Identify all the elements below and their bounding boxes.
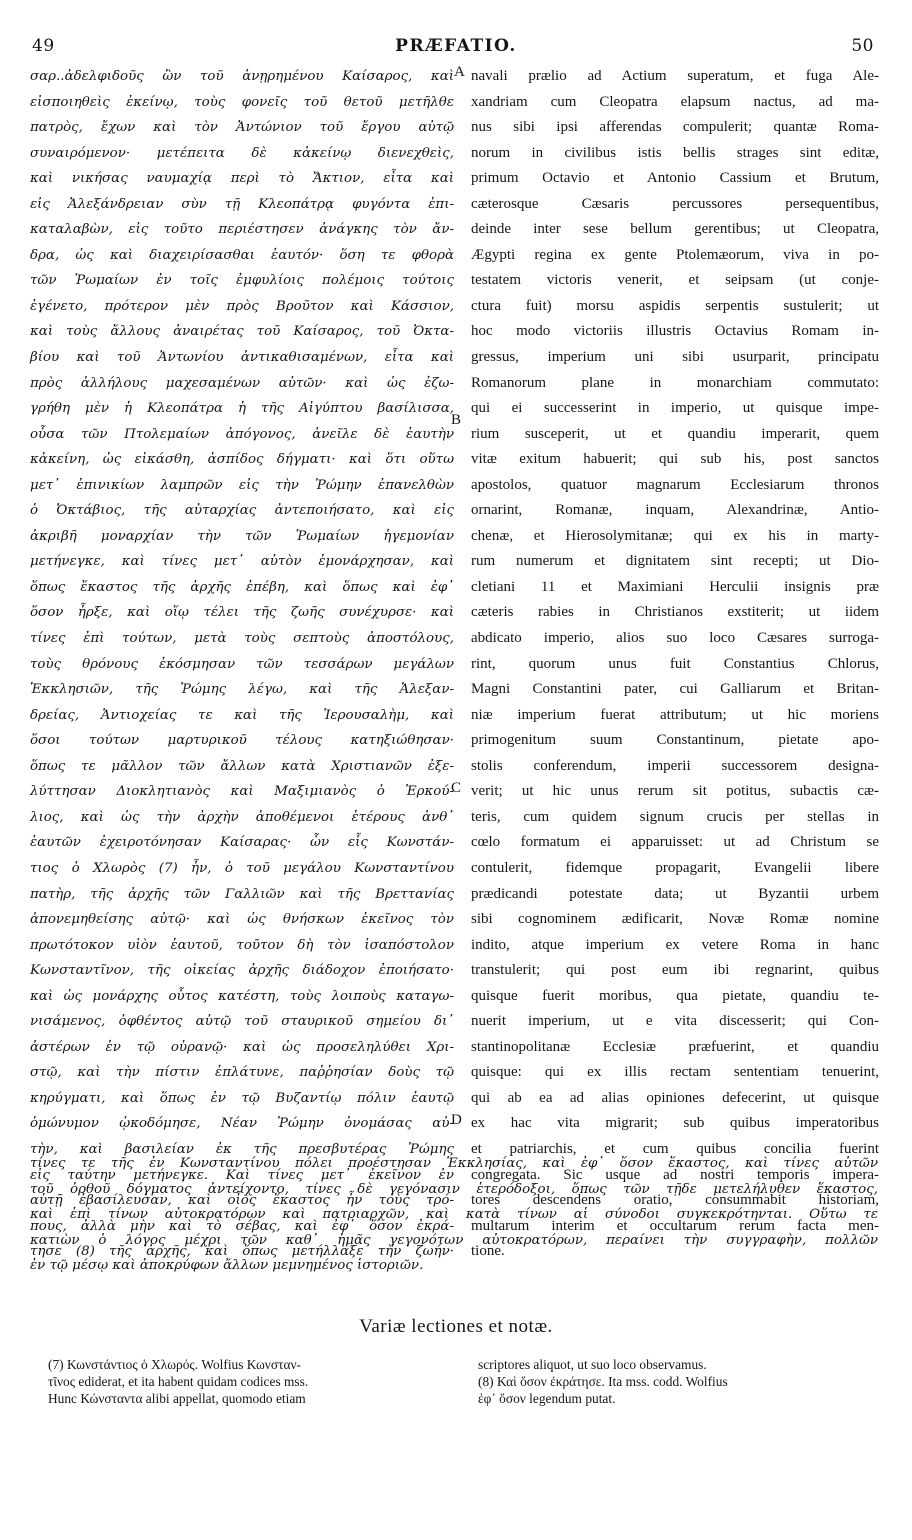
greek-text-line: εἰσποιηθεὶς ἐκείνῳ, τοὺς φονεῖς τοῦ θετοῦ μετῆλθε xyxy=(30,94,454,110)
latin-text-line: multarum interim et occultarum rerum facta men- xyxy=(471,1217,879,1234)
greek-text-full-width xyxy=(30,1151,878,1279)
latin-text-line: stantinopolitanæ Ecclesiæ præfuerint, et quandiu xyxy=(471,1038,879,1055)
latin-text-line: indito, atque imperium ex vetere Roma in hanc xyxy=(471,936,879,953)
greek-text-line: συναιρόμενον· μετέπειτα δὲ κἀκείνῳ διενεχθεὶς, xyxy=(30,145,454,161)
latin-text-line: cœlo formatum ei apparuisset: ut ad Christum se xyxy=(471,834,879,851)
latin-text-line: sibi cognominem ædificarit, Novæ Romæ nomine xyxy=(471,911,879,928)
latin-text-line: primum Octavio et Antonio Cassium et Brutum, xyxy=(471,170,879,187)
latin-text-line: hoc modo victoriis illustris Octavius Romam in- xyxy=(471,323,879,340)
latin-text-line: Magni Constantini pater, cui Galliarum et Britan- xyxy=(471,681,879,698)
latin-text-line: norum in civilibus istis bellis strages sint editæ, xyxy=(471,144,879,161)
greek-text-line: βίου καὶ τοῦ Ἀντωνίου ἀντικαθισαμένων, εἶτα καὶ xyxy=(30,350,454,366)
greek-wide-text-line: κατιὼν ὁ λόγος μέχρι τῶν καθ᾽ ἡμᾶς γεγονότων αὐτοκρατόρων, περαίνει τὴν συγγραφὴν, πολλῶν xyxy=(30,1232,878,1248)
greek-text-line: τιος ὁ Χλωρὸς (7) ἦν, ὁ τοῦ μεγάλου Κωνσταντίνου xyxy=(30,860,454,876)
latin-text-line: Romanorum plane in monarchiam commutato: xyxy=(471,374,879,391)
latin-text-line: rum numerum et dignitatem sint recepti; ut Dio- xyxy=(471,553,879,570)
running-title: PRÆFATIO. xyxy=(395,36,517,56)
latin-text-line: qui ei successerint in imperio, ut quisque impe- xyxy=(471,400,879,417)
greek-text-line: ὅπως τε μᾶλλον τῶν ἄλλων κατὰ Χριστιανῶν ἐξε- xyxy=(30,758,454,774)
latin-text-line: cletiani 11 et Maximiani Herculii insignis præ xyxy=(471,578,879,595)
footnote-line: (7) Κωνστάντιος ὁ Χλωρός. Wolfius Κωνσταν- xyxy=(48,1357,301,1372)
latin-text-line: verit; ut hic unus rerum sit potitus, subactis cæ- xyxy=(471,783,879,800)
greek-wide-text-line: καὶ ἐπὶ τίνων αὐτοκρατόρων καὶ πατριαρχῶν, καὶ κατὰ τίνων αἱ σύνοδοι συγκεκρότηνται. Οὕτω τε xyxy=(30,1207,878,1223)
latin-text-line: apostolos, quatuor magnarum Ecclesiarum thronos xyxy=(471,476,879,493)
greek-text-line: ἑαυτῶν ἐχειροτόνησαν Καίσαρας· ὧν εἷς Κωνστάν- xyxy=(30,835,454,851)
greek-text-line: ὅσοι τούτων μαρτυρικοῦ τέλους κατηξιώθησαν· xyxy=(30,733,454,749)
latin-text-line: tores descendens oratio, consummabit historiam, xyxy=(471,1192,879,1209)
notes-heading: Variæ lectiones et notæ. xyxy=(359,1316,553,1337)
greek-text-line: τησε (8) τῆς ἀρχῆς, καὶ ὅπως μετήλλαξε τὴν ζωήν· xyxy=(30,1244,454,1260)
greek-text-line: Ἐκκλησιῶν, τῆς Ῥώμης λέγω, καὶ τῆς Ἀλεξαν- xyxy=(30,682,454,698)
greek-text-line: δρα, ὡς καὶ διαχειρίσασθαι ἑαυτόν· ὅση τε φθορὰ xyxy=(30,247,454,263)
latin-text-line: qui ab ea ad alias opiniones defecerint, ut quisque xyxy=(471,1089,879,1106)
latin-text-line: cæterosque Cæsaris percussores persequentibus, xyxy=(471,195,879,212)
greek-text-line: καταλαβὼν, εἰς τοῦτο περιέστησεν ἀνάγκης τὸν ἄν- xyxy=(30,222,454,238)
greek-text-line: πρωτότοκον υἱὸν ἑαυτοῦ, τοῦτον δὴ τὸν ἰσαπόστολον xyxy=(30,937,454,953)
greek-text-line: ὅπως ἕκαστος τῆς ἀρχῆς ἐπέβη, καὶ ὅπως καὶ ἐφ᾽ xyxy=(30,579,454,595)
greek-text-line: σαρ..ἀδελφιδοῦς ὢν τοῦ ἀνῃρημένου Καίσαρος, καὶ xyxy=(30,69,454,84)
greek-text-line: ἀκριβῆ μοναρχίαν τὴν τῶν Ῥωμαίων ἡγεμονίαν xyxy=(30,528,454,544)
greek-wide-text-line: τοῦ ὀρθοῦ δόγματος ἀντείχοντο, τίνες δὲ γεγόνασιν ἑτερόδοξοι, ὅπως τῶν τῇδε μετελήλυθεν ἕκαστος, xyxy=(30,1181,878,1197)
greek-text-line: καὶ τοὺς ἄλλους ἀναιρέτας τοῦ Καίσαρος, τοῦ Ὀκτα- xyxy=(30,324,454,340)
latin-text-line: ex hac vita migrarit; sub quibus imperatoribus xyxy=(471,1115,879,1132)
latin-text-line: vitæ exitum habuerit; qui sub his, post sanctos xyxy=(471,451,879,468)
greek-text-line: κἀκείνη, ὡς εἰκάσθη, ἀσπίδος δήγματι· καὶ ὅτι οὕτω xyxy=(30,452,454,468)
latin-text-line: ctura fuit) morsu aspidis serpentis sustulerit; ut xyxy=(471,297,879,314)
greek-text-line: οὖσα τῶν Πτολεμαίων ἀπόγονος, ἀνεῖλε δὲ ἑαυτὴν xyxy=(30,426,454,442)
page-number-right: 50 xyxy=(851,36,874,56)
footnotes-left-column xyxy=(48,1356,460,1407)
latin-text-line: gressus, imperium uni sibi usurparit, principatu xyxy=(471,349,879,366)
greek-text-line: μετήνεγκε, καὶ τίνες μετ᾽ αὐτὸν ἐμονάρχησαν, καὶ xyxy=(30,554,454,570)
latin-text-line: abdicato imperio, alios suo loco Cæsares surroga- xyxy=(471,630,879,647)
greek-text-line: ὁμώνυμον ᾠκοδόμησε, Νέαν Ῥώμην ὀνομάσας αὐ- xyxy=(30,1116,454,1132)
latin-text-line: nuerit imperium, ut e vita discesserit; qui Con- xyxy=(471,1013,879,1030)
greek-text-line: ἀστέρων ἐν τῷ οὐρανῷ· καὶ ὡς προσεληλύθει Χρι- xyxy=(30,1039,454,1055)
latin-text-line: chenæ, et Hierosolymitanæ; qui ex his in marty- xyxy=(471,527,879,544)
footnote-line: (8) Καὶ ὅσον ἐκράτησε. Ita mss. codd. Wolfius xyxy=(478,1374,728,1389)
greek-text-line: γρήθη μὲν ἡ Κλεοπάτρα ἡ τῆς Αἰγύπτου βασίλισσα, xyxy=(30,401,454,417)
latin-text-line: transtulerit; qui post eum ibi regnarint, quibus xyxy=(471,962,879,979)
greek-text-line: εἰς Ἀλεξάνδρειαν σὺν τῇ Κλεοπάτρᾳ φυγόντα ἐπι- xyxy=(30,196,454,212)
greek-text-line: πρὸς ἀλλήλους μαχεσαμένων αὐτῶν· καὶ ὡς ἐζω- xyxy=(30,375,454,391)
greek-text-line: πατρὸς, ἔχων καὶ τὸν Ἀντώνιον τοῦ ἔργου αὐτῷ xyxy=(30,120,454,136)
margin-letter-d: D xyxy=(451,1112,462,1128)
greek-text-line: μετ᾽ ἐπινικίων λαμπρῶν εἰς τὴν Ῥώμην ἐπανελθὼν xyxy=(30,477,454,493)
greek-text-line: καὶ νικήσας ναυμαχίᾳ περὶ τὸ Ἄκτιον, εἶτα καὶ xyxy=(30,171,454,187)
latin-text-line: deinde inter sese bellum gerentibus; ut Cleopatra, xyxy=(471,221,879,238)
greek-text-line: τὴν, καὶ βασιλείαν ἐκ τῆς πρεσβυτέρας Ῥώμης xyxy=(30,1141,454,1157)
latin-text-column xyxy=(471,64,879,1265)
greek-text-line: καὶ ὡς μονάρχης οὗτος κατέστη, τοὺς λοιποὺς καταγω- xyxy=(30,988,454,1004)
greek-text-line: πους, ἀλλὰ μὴν καὶ τὸ σέβας, καὶ ἐφ᾽ ὅσον ἐκρά- xyxy=(30,1218,454,1234)
latin-text-line: primogenitum suum Constantinum, pietate apo- xyxy=(471,732,879,749)
page-number-left: 49 xyxy=(32,36,55,56)
latin-text-line: quisque: qui ex illis rectam sententiam tenuerint, xyxy=(471,1064,879,1081)
greek-text-line: τῶν Ῥωμαίων ἐν τοῖς ἐμφυλίοις πολέμοις τούτοις xyxy=(30,273,454,289)
margin-letter-a: A xyxy=(454,64,465,80)
greek-text-line: στῷ, καὶ τὴν πίστιν ἐπλάτυνε, παῤῥησίαν δοὺς τῷ xyxy=(30,1065,454,1081)
greek-text-line: τοὺς θρόνους ἐκόσμησαν τῶν τεσσάρων μεγάλων xyxy=(30,656,454,672)
latin-text-line: tione. xyxy=(471,1243,505,1260)
footnote-line: τῖνος ediderat, et ita habent quidam codices mss. xyxy=(48,1374,309,1389)
latin-text-line: Ægypti regina ex gente Ptolemæorum, viva in po- xyxy=(471,246,879,263)
greek-wide-text-line: τίνες τε τῆς ἐν Κωνσταντίνου πόλει προέστησαν Ἐκκλησίας, καὶ ἐφ᾽ ὅσον ἕκαστος, καὶ τίνες αὐτῶν xyxy=(30,1156,878,1171)
footnotes-right-column xyxy=(478,1356,878,1407)
greek-wide-text-line: ἐν τῷ μέσῳ καὶ ἀποκρύφων ἄλλων μεμνημένος ἱστοριῶν. xyxy=(30,1258,424,1274)
latin-text-line: prædicandi potestate data; ut Byzantii urbem xyxy=(471,885,879,902)
greek-text-line: λιος, καὶ ὡς τὴν ἀρχὴν ἀποθέμενοι ἑτέρους ἀνθ᾽ xyxy=(30,809,454,825)
latin-text-line: contulerit, fidemque propagarit, Evangelii libere xyxy=(471,859,879,876)
greek-text-line: λύττησαν Διοκλητιανὸς καὶ Μαξιμιανὸς ὁ Ἑρκού- xyxy=(30,784,454,800)
greek-text-line: τίνες ἐπὶ τούτων, μετὰ τοὺς σεπτοὺς ἀποστόλους, xyxy=(30,631,454,647)
footnote-line: ἐφ᾽ ὅσον legendum putat. xyxy=(478,1391,616,1406)
latin-text-line: teris, cum quidem signum crucis per stellas in xyxy=(471,808,879,825)
latin-text-line: nus sibi ipsi afferendas compulerit; quantæ Roma- xyxy=(471,119,879,136)
greek-text-line: κηρύγματι, καὶ ὅπως ἐν τῷ Βυζαντίῳ πόλιν ἑαυτῷ xyxy=(30,1090,454,1106)
latin-text-line: testatem victoris venerit, et seipsam (ut conje- xyxy=(471,272,879,289)
latin-text-line: cæteris rabies in Christianos exstiterit; ut iidem xyxy=(471,604,879,621)
greek-text-line: Κωνσταντῖνον, τῆς οἰκείας ἀρχῆς διάδοχον ἐποιήσατο· xyxy=(30,963,454,979)
latin-text-line: rium susceperit, ut et quandiu imperarit, quem xyxy=(471,425,879,442)
greek-text-line: ὅσον ἦρξε, καὶ οἵῳ τέλει τῆς ζωῆς συνέχυρσε· καὶ xyxy=(30,605,454,621)
latin-text-line: navali prælio ad Actium superatum, et fuga Ale- xyxy=(471,68,879,84)
greek-text-line: εἰς ταύτην μετήνεγκε. Καὶ τίνες μετ᾽ ἐκεῖνον ἐν xyxy=(30,1167,454,1183)
latin-text-line: xandriam cum Cleopatra elapsum nactus, ad ma- xyxy=(471,93,879,110)
greek-text-line: ἀπονεμηθείσης αὐτῷ· καὶ ὡς θνήσκων ἐκεῖνος τὸν xyxy=(30,912,454,928)
greek-text-column xyxy=(30,64,454,1265)
greek-text-line: νισάμενος, ὀφθέντος αὐτῷ τοῦ σταυρικοῦ σημείου δι᾽ xyxy=(30,1014,454,1030)
latin-text-line: stolis conferendum, imperii successorem designa- xyxy=(471,757,879,774)
greek-text-line: ἐγένετο, πρότερον μὲν πρὸς Βροῦτον καὶ Κάσσιον, xyxy=(30,298,454,314)
latin-text-line: rint, quorum unus fuit Constantius Chlorus, xyxy=(471,655,879,672)
latin-text-line: et patriarchis, et cum quibus concilia fuerint xyxy=(471,1140,879,1157)
footnote-line: scriptores aliquot, ut suo loco observamus. xyxy=(478,1357,707,1372)
margin-letter-c: C xyxy=(451,780,462,796)
latin-text-line: congregata. Sic usque ad nostri temporis impera- xyxy=(471,1166,879,1183)
greek-text-line: δρείας, Ἀντιοχείας τε καὶ τῆς Ἱερουσαλὴμ, καὶ xyxy=(30,707,454,723)
footnote-line: Hunc Κώνσταντα alibi appellat, quomodo etiam xyxy=(48,1391,306,1406)
latin-text-line: ornarint, Romanæ, inquam, Alexandrinæ, Antio- xyxy=(471,502,879,519)
greek-text-line: ὁ Ὀκτάβιος, τῆς αὐταρχίας ἀντεποιήσατο, καὶ εἰς xyxy=(30,503,454,519)
greek-text-line: αὐτῇ ἐβασίλευσαν, καὶ οἷος ἕκαστος ἦν τοὺς τρό- xyxy=(30,1193,454,1209)
margin-letter-b: B xyxy=(451,412,462,428)
latin-text-line: niæ imperium fuerat attributum; ut hic moriens xyxy=(471,706,879,723)
latin-text-line: quisque fuerit moribus, qua pietate, quandiu te- xyxy=(471,987,879,1004)
greek-text-line: πατὴρ, τῆς ἀρχῆς τῶν Γαλλιῶν καὶ τῆς Βρεττανίας xyxy=(30,886,454,902)
